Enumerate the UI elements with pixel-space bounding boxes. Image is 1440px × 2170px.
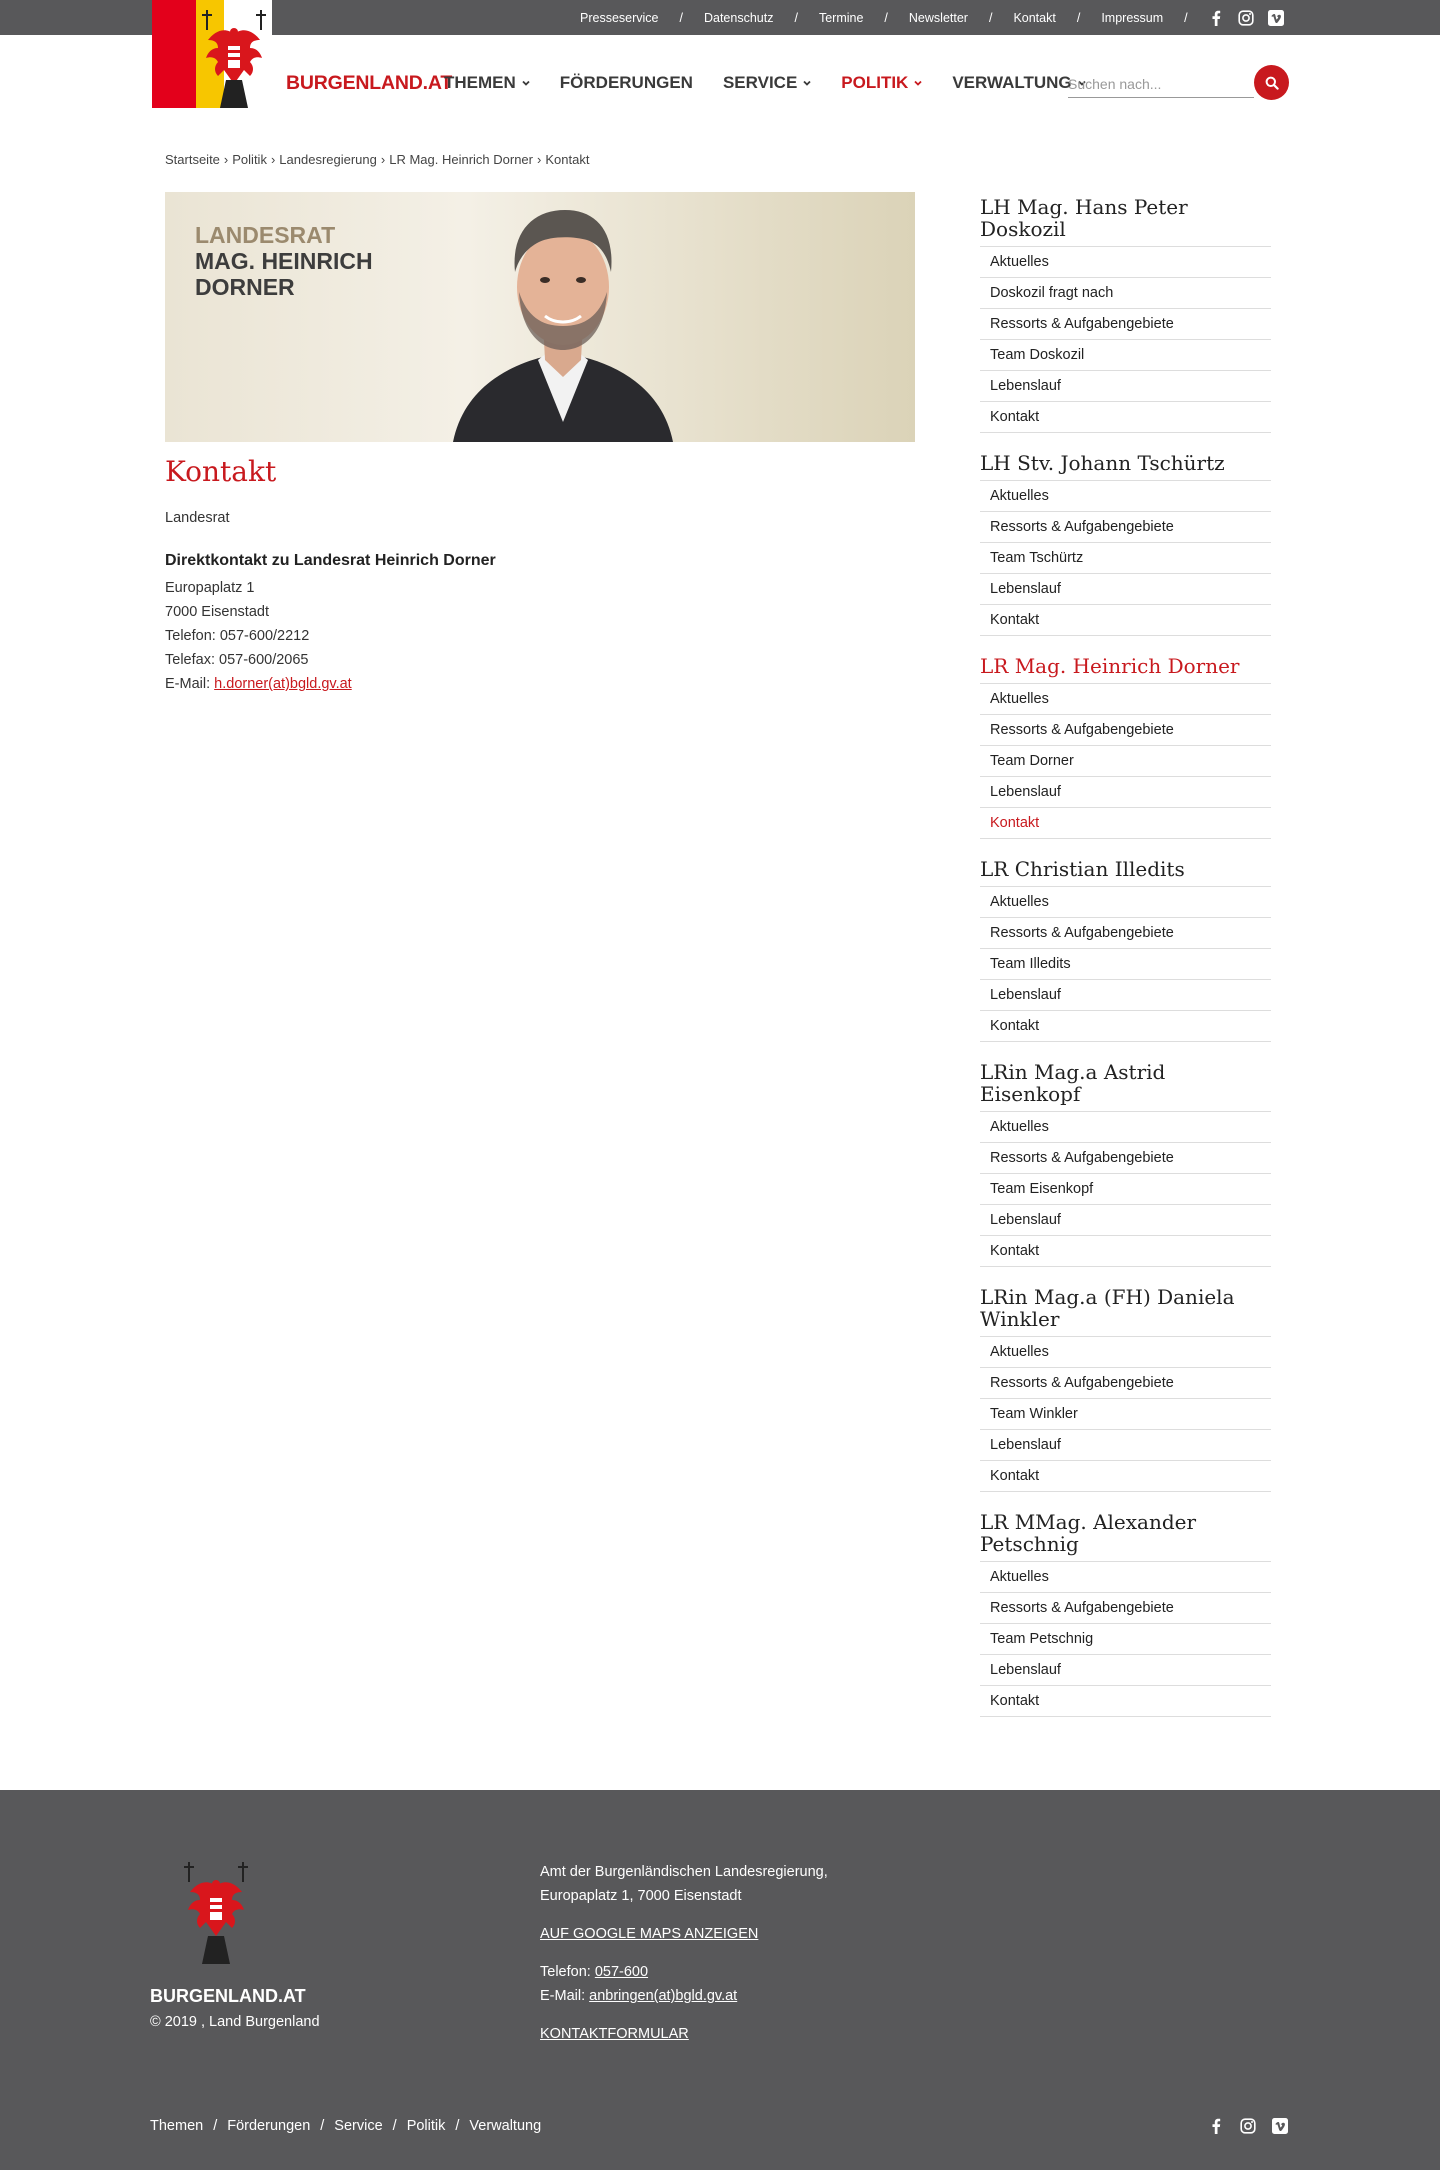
sidebar-group-petschnig (980, 1508, 1271, 1717)
contact-email-row (165, 672, 496, 696)
top-link-newsletter[interactable]: Newsletter (908, 10, 968, 25)
footer-phone-label: Telefon: (540, 1964, 595, 1980)
footer-address-line: Europaplatz 1, 7000 Eisenstadt (540, 1888, 742, 1904)
sidebar-item[interactable]: Aktuelles (980, 1112, 1271, 1143)
sidebar-item[interactable]: Kontakt (980, 1011, 1271, 1042)
top-social (1208, 0, 1284, 35)
footer-phone-row (540, 1960, 828, 1984)
sidebar-group-tschuertz (980, 449, 1271, 636)
nav-item-label: FÖRDERUNGEN (559, 73, 693, 92)
top-link-datenschutz[interactable]: Datenschutz (703, 10, 774, 25)
separator: / (679, 10, 683, 25)
footer-nav-themen[interactable]: Themen (150, 2118, 204, 2134)
nav-item-themen[interactable] (444, 73, 530, 93)
coat-of-arms-logo (168, 1858, 264, 1978)
sidebar-item[interactable]: Aktuelles (980, 684, 1271, 715)
top-link-kontakt[interactable]: Kontakt (1013, 10, 1056, 25)
footer-copyright: © 2019 , Land Burgenland (150, 2014, 320, 2030)
sidebar-group-title[interactable]: LH Stv. Johann Tschürtz (980, 449, 1271, 481)
contact-street: Europaplatz 1 (165, 580, 255, 596)
contact-fax: Telefax: 057-600/2065 (165, 652, 309, 668)
sidebar-item[interactable]: Kontakt (980, 1461, 1271, 1492)
chevron-down-icon (803, 79, 811, 87)
footer-nav (150, 2118, 541, 2134)
breadcrumb-startseite[interactable]: Startseite (165, 152, 220, 167)
sidebar-item[interactable]: Ressorts & Aufgabengebiete (980, 512, 1271, 543)
top-link-termine[interactable]: Termine (818, 10, 864, 25)
sidebar-item[interactable]: Aktuelles (980, 247, 1271, 278)
nav-item-label: THEMEN (444, 73, 516, 92)
email-label: E-Mail: (165, 676, 215, 692)
hero-banner (165, 192, 915, 442)
separator: / (213, 2118, 218, 2134)
sidebar-item[interactable]: Kontakt (980, 1686, 1271, 1717)
hero-line-3: DORNER (195, 274, 295, 300)
separator: / (794, 10, 798, 25)
breadcrumb-separator: › (223, 152, 229, 167)
sidebar-group-eisenkopf (980, 1058, 1271, 1267)
footer-nav-verwaltung[interactable]: Verwaltung (469, 2118, 542, 2134)
contact-form-link[interactable]: KONTAKTFORMULAR (540, 2026, 689, 2042)
sidebar-item[interactable]: Team Dorner (980, 746, 1271, 777)
separator: / (392, 2118, 397, 2134)
page-title: Kontakt (165, 455, 277, 488)
separator: / (1184, 10, 1188, 25)
footer-social (1208, 2118, 1288, 2139)
footer-email-label: E-Mail: (540, 1988, 590, 2004)
sidebar-item[interactable]: Aktuelles (980, 481, 1271, 512)
footer-email-link[interactable]: anbringen(at)bgld.gv.at (589, 1988, 738, 2004)
sidebar-group-illedits (980, 855, 1271, 1042)
breadcrumb-separator: › (270, 152, 276, 167)
nav-item-label: POLITIK (841, 73, 909, 92)
sidebar-item[interactable]: Ressorts & Aufgabengebiete (980, 309, 1271, 340)
sidebar-item[interactable]: Team Winkler (980, 1399, 1271, 1430)
sidebar-group-title[interactable]: LH Mag. Hans Peter Doskozil (980, 193, 1271, 247)
footer-nav-politik[interactable]: Politik (406, 2118, 446, 2134)
sidebar-item[interactable]: Lebenslauf (980, 1205, 1271, 1236)
contact-phone: Telefon: 057-600/2212 (165, 628, 310, 644)
sidebar (980, 193, 1271, 1733)
separator: / (320, 2118, 325, 2134)
spacer (540, 1946, 828, 1960)
top-link-impressum[interactable]: Impressum (1101, 10, 1164, 25)
sidebar-item[interactable]: Team Illedits (980, 949, 1271, 980)
nav-item-service[interactable] (723, 73, 811, 93)
footer (0, 1790, 1440, 2170)
google-maps-link[interactable]: AUF GOOGLE MAPS ANZEIGEN (540, 1926, 759, 1942)
separator: / (1076, 10, 1081, 25)
sidebar-item[interactable]: Ressorts & Aufgabengebiete (980, 1368, 1271, 1399)
separator: / (455, 2118, 460, 2134)
hero-line-1: LANDESRAT (195, 222, 336, 248)
facebook-icon[interactable] (1208, 10, 1224, 26)
sidebar-item[interactable]: Team Doskozil (980, 340, 1271, 371)
search-button[interactable] (1254, 65, 1289, 100)
sidebar-item[interactable]: Lebenslauf (980, 1655, 1271, 1686)
brand-name[interactable]: BURGENLAND.AT (286, 72, 453, 94)
breadcrumb-landesregierung[interactable]: Landesregierung (279, 152, 377, 167)
sidebar-item[interactable]: Lebenslauf (980, 980, 1271, 1011)
sidebar-group-doskozil (980, 193, 1271, 433)
sidebar-item[interactable]: Team Tschürtz (980, 543, 1271, 574)
breadcrumb (165, 152, 589, 167)
chevron-down-icon (522, 79, 530, 87)
role-text: Landesrat (165, 510, 230, 526)
sidebar-item[interactable]: Ressorts & Aufgabengebiete (980, 1593, 1271, 1624)
sidebar-item[interactable]: Lebenslauf (980, 777, 1271, 808)
vimeo-icon[interactable] (1272, 2118, 1288, 2139)
email-link[interactable]: h.dorner(at)bgld.gv.at (214, 676, 352, 692)
nav-item-foerderungen[interactable] (560, 73, 693, 93)
vimeo-icon[interactable] (1268, 10, 1284, 26)
sidebar-item[interactable]: Ressorts & Aufgabengebiete (980, 715, 1271, 746)
sidebar-item[interactable]: Lebenslauf (980, 371, 1271, 402)
sidebar-item[interactable]: Kontakt (980, 402, 1271, 433)
hero-title (195, 222, 373, 300)
sidebar-item[interactable]: Kontakt (980, 1236, 1271, 1267)
contact-city: 7000 Eisenstadt (165, 604, 269, 620)
footer-email-row (540, 1984, 828, 2008)
spacer (540, 2008, 828, 2022)
portrait-photo (423, 192, 703, 442)
contact-heading: Direktkontakt zu Landesrat Heinrich Dorner (165, 552, 496, 569)
sidebar-item[interactable]: Lebenslauf (980, 1430, 1271, 1461)
sidebar-item[interactable]: Lebenslauf (980, 574, 1271, 605)
sidebar-group-title-active[interactable]: LR Mag. Heinrich Dorner (980, 652, 1271, 684)
footer-brand: BURGENLAND.AT (150, 1986, 306, 2006)
sidebar-group-title[interactable]: LRin Mag.a Astrid Eisenkopf (980, 1058, 1271, 1112)
breadcrumb-politik[interactable]: Politik (232, 152, 267, 167)
breadcrumb-separator: › (537, 152, 542, 167)
sidebar-group-title[interactable]: LR MMag. Alexander Petschnig (980, 1508, 1271, 1562)
search-input[interactable] (1068, 70, 1254, 98)
sidebar-item[interactable]: Ressorts & Aufgabengebiete (980, 918, 1271, 949)
breadcrumb-dorner[interactable]: LR Mag. Heinrich Dorner (389, 152, 533, 167)
sidebar-item[interactable]: Aktuelles (980, 1337, 1271, 1368)
footer-nav-service[interactable]: Service (334, 2118, 383, 2134)
sidebar-group-title[interactable]: LRin Mag.a (FH) Daniela Winkler (980, 1283, 1271, 1337)
sidebar-item[interactable]: Team Petschnig (980, 1624, 1271, 1655)
spacer (540, 1908, 828, 1922)
sidebar-group-dorner (980, 652, 1271, 839)
footer-phone-link[interactable]: 057-600 (594, 1964, 649, 1980)
breadcrumb-current: Kontakt (545, 152, 590, 167)
sidebar-item[interactable]: Ressorts & Aufgabengebiete (980, 1143, 1271, 1174)
sidebar-item-active[interactable]: Kontakt (980, 808, 1271, 839)
nav-item-verwaltung[interactable] (952, 73, 1085, 93)
instagram-icon[interactable] (1240, 2118, 1256, 2139)
hero-line-2: MAG. HEINRICH (195, 248, 373, 274)
sidebar-item[interactable]: Aktuelles (980, 887, 1271, 918)
nav-item-label: SERVICE (722, 73, 798, 92)
separator: / (988, 10, 993, 25)
facebook-icon[interactable] (1208, 2118, 1224, 2139)
sidebar-group-winkler (980, 1283, 1271, 1492)
top-link-presseservice[interactable]: Presseservice (580, 10, 659, 25)
sidebar-item[interactable]: Team Eisenkopf (980, 1174, 1271, 1205)
main-nav (444, 73, 1116, 93)
search-icon (1265, 76, 1279, 90)
chevron-down-icon (914, 79, 922, 87)
sidebar-item[interactable]: Aktuelles (980, 1562, 1271, 1593)
footer-address (540, 1860, 828, 2046)
sidebar-item[interactable]: Kontakt (980, 605, 1271, 636)
footer-nav-foerderungen[interactable]: Förderungen (227, 2118, 311, 2134)
nav-item-label: VERWALTUNG (952, 73, 1072, 92)
nav-item-politik[interactable] (841, 73, 922, 93)
contact-block (165, 549, 496, 696)
sidebar-group-title[interactable]: LR Christian Illedits (980, 855, 1271, 887)
burgenland-coat-of-arms-logo[interactable] (152, 0, 272, 108)
sidebar-item[interactable]: Doskozil fragt nach (980, 278, 1271, 309)
top-links (580, 0, 1209, 35)
instagram-icon[interactable] (1238, 10, 1254, 26)
footer-address-line: Amt der Burgenländischen Landesregierung, (540, 1864, 828, 1880)
breadcrumb-separator: › (380, 152, 386, 167)
separator: / (884, 10, 888, 25)
